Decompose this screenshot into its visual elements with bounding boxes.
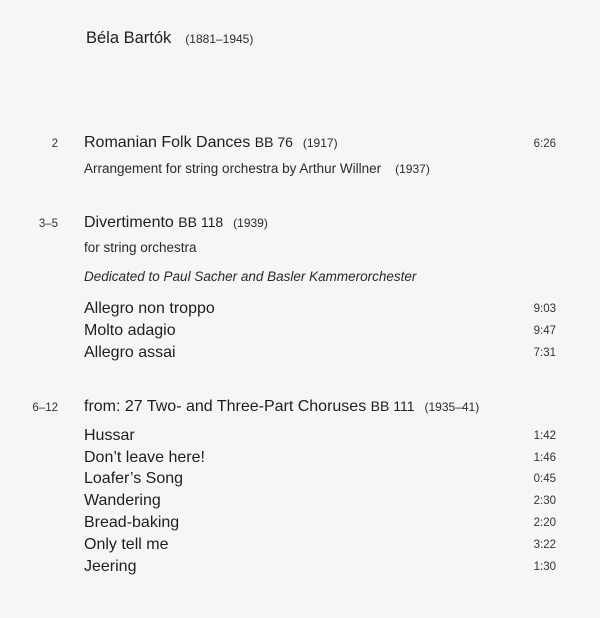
composer-dates: (1881–1945) bbox=[185, 32, 254, 46]
work-catalog: BB 111 bbox=[370, 398, 415, 414]
movement-title: Wandering bbox=[84, 492, 161, 509]
movement-title: Allegro assai bbox=[84, 344, 176, 361]
movement-title: Only tell me bbox=[84, 536, 169, 553]
work-year: (1939) bbox=[233, 216, 268, 230]
work-title-text: from: 27 Two- and Three-Part Choruses bbox=[84, 398, 367, 415]
work-year: (1917) bbox=[302, 136, 338, 150]
work-catalog: BB 118 bbox=[178, 214, 224, 230]
movement-duration: 9:03 bbox=[533, 303, 556, 315]
work-subtitle-year: (1937) bbox=[395, 162, 430, 176]
work-dedication: Dedicated to Paul Sacher and Basler Kammerorchester bbox=[84, 269, 417, 284]
composer-name: Béla Bartók bbox=[86, 29, 172, 47]
composer-header bbox=[86, 29, 253, 48]
work-duration: 6:26 bbox=[533, 138, 556, 150]
work-catalog: BB 76 bbox=[254, 134, 293, 150]
movement-duration: 3:22 bbox=[533, 539, 556, 551]
work-year: (1935–41) bbox=[424, 400, 480, 414]
movement-duration: 0:45 bbox=[533, 473, 556, 485]
work-title-text: Romanian Folk Dances bbox=[84, 134, 251, 151]
movement-title: Allegro non troppo bbox=[84, 300, 215, 317]
work-subtitle-text: Arrangement for string orchestra by Arthur Willner bbox=[84, 161, 382, 176]
work-subtitle: for string orchestra bbox=[84, 240, 197, 255]
track-number: 6–12 bbox=[32, 402, 58, 414]
movement-title: Loafer’s Song bbox=[84, 470, 184, 487]
movement-title: Bread-baking bbox=[84, 514, 180, 531]
work-subtitle bbox=[84, 161, 430, 176]
track-number: 2 bbox=[51, 138, 58, 150]
movement-title: Hussar bbox=[84, 427, 135, 444]
movement-duration: 1:42 bbox=[533, 430, 556, 442]
movement-duration: 7:31 bbox=[533, 347, 556, 359]
movement-title: Don’t leave here! bbox=[84, 449, 205, 466]
movement-duration: 1:46 bbox=[533, 452, 556, 464]
movement-duration: 2:30 bbox=[533, 495, 556, 507]
movement-title: Molto adagio bbox=[84, 322, 176, 339]
work-title bbox=[84, 214, 268, 232]
movement-duration: 1:30 bbox=[533, 561, 556, 573]
track-number: 3–5 bbox=[38, 218, 58, 230]
work-title bbox=[84, 134, 338, 152]
movement-duration: 9:47 bbox=[533, 325, 556, 337]
movement-duration: 2:20 bbox=[533, 517, 556, 529]
work-title-text: Divertimento bbox=[84, 214, 174, 231]
movement-title: Jeering bbox=[84, 558, 137, 575]
work-title bbox=[84, 398, 479, 416]
